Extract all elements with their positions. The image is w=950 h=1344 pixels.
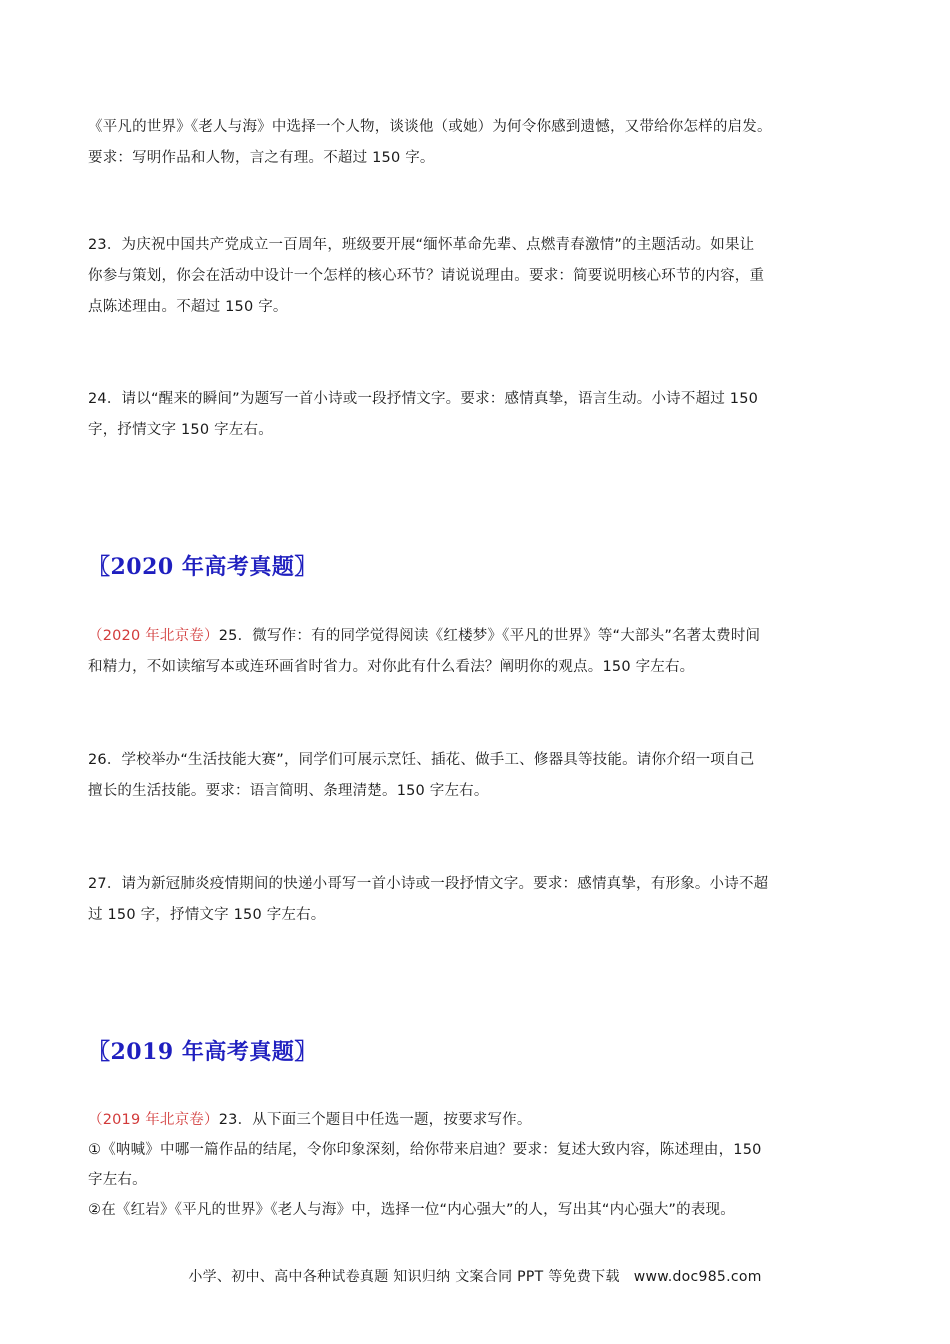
text-line: 23．为庆祝中国共产党成立一百周年，班级要开展“缅怀革命先辈、点燃青春激情”的主题活动。如果让 [88, 237, 755, 253]
text-line: 擅长的生活技能。要求：语言简明、条理清楚。150 字左右。 [88, 783, 489, 799]
text-line: 27．请为新冠肺炎疫情期间的快递小哥写一首小诗或一段抒情文字。要求：感情真挚，有形象。小诗不超 [88, 876, 769, 892]
text-line [88, 621, 873, 652]
text-line [88, 1105, 873, 1135]
text-line: 和精力，不如读缩写本或连环画省时省力。对你此有什么看法？阐明你的观点。150 字左右。 [88, 659, 695, 675]
question-text: 25．微写作：有的同学觉得阅读《红楼梦》《平凡的世界》等“大部头”名著太费时间 [218, 628, 761, 644]
section-heading-2020: 〖2020 年高考真题〗 [88, 554, 317, 580]
question-23 [88, 230, 873, 323]
option-1-line: ①《呐喊》中哪一篇作品的结尾，令你印象深刻，给你带来启迪？要求：复述大致内容，陈述理由，150 [88, 1142, 762, 1158]
footer-site-link[interactable]: www.doc985.com [633, 1269, 762, 1285]
source-label: （2019 年北京卷） [88, 1112, 219, 1128]
question-26 [88, 745, 873, 807]
text-line: 过 150 字，抒情文字 150 字左右。 [88, 907, 326, 923]
footer-text: 小学、初中、高中各种试卷真题 知识归纳 文案合同 PPT 等免费下载 [188, 1269, 620, 1285]
option-2-line: ②在《红岩》《平凡的世界》《老人与海》中，选择一位“内心强大”的人，写出其“内心强大”的表现。 [88, 1202, 735, 1218]
footer [0, 1266, 950, 1286]
source-label: （2020 年北京卷） [88, 628, 219, 644]
text-line: 26．学校举办“生活技能大赛”，同学们可展示烹饪、插花、做手工、修器具等技能。请你介绍一项自己 [88, 752, 755, 768]
text-line: 字，抒情文字 150 字左右。 [88, 422, 273, 438]
question-24 [88, 384, 873, 446]
question-27 [88, 869, 873, 931]
text-line: 你参与策划，你会在活动中设计一个怎样的核心环节？请说说理由。要求：简要说明核心环节的内容，重 [88, 268, 765, 284]
text-line: 《平凡的世界》《老人与海》中选择一个人物，谈谈他（或她）为何令你感到遗憾，又带给你怎样的启发。 [88, 119, 772, 135]
text-line: 点陈述理由。不超过 150 字。 [88, 299, 288, 315]
question-25 [88, 621, 873, 683]
option-1-line: 字左右。 [88, 1172, 147, 1188]
question-text: 23．从下面三个题目中任选一题，按要求写作。 [218, 1112, 532, 1128]
question-2019-23 [88, 1105, 873, 1225]
text-line: 24．请以“醒来的瞬间”为题写一首小诗或一段抒情文字。要求：感情真挚，语言生动。小诗不超过 150 [88, 391, 759, 407]
question-22-continuation [88, 112, 873, 174]
text-line: 要求：写明作品和人物，言之有理。不超过 150 字。 [88, 150, 435, 166]
section-heading-2019: 〖2019 年高考真题〗 [88, 1039, 317, 1065]
